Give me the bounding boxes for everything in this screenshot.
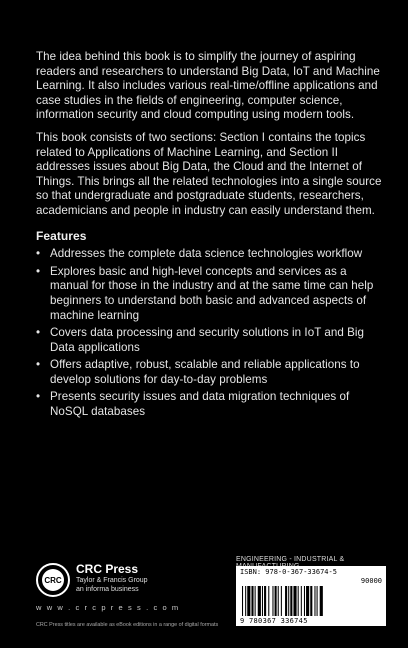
publisher-name: CRC Press xyxy=(76,562,139,576)
feature-item: • Addresses the complete data science technologies workflow xyxy=(36,247,363,261)
bullet-icon: • xyxy=(36,247,41,261)
bullet-icon: • xyxy=(36,264,41,278)
publisher-website: w w w . c r c p r e s s . c o m xyxy=(36,603,180,612)
isbn-number: ISBN: 978-0-367-33674-5 xyxy=(240,568,337,576)
publisher-logo xyxy=(36,562,156,602)
logo-text: CRC xyxy=(44,576,62,585)
feature-item: • Presents security issues and data migration techniques of NoSQL databases xyxy=(36,390,350,419)
feature-item: • Offers adaptive, robust, scalable and reliable applications to develop solutions for day-to-day problems xyxy=(36,358,360,386)
intro-paragraph-1: The idea behind this book is to simplify the journey of aspiring readers and researchers to understand Big Data, IoT and Machine Learning. It also includes various real-time/offline applications and case studies in the fields of engineering, computer science, information security and cloud computing using modern tools. xyxy=(36,50,380,122)
feature-item: • Covers data processing and security solutions in IoT and Big Data applications xyxy=(36,326,365,354)
publisher-tagline: an informa business xyxy=(76,586,139,593)
barcode-icon xyxy=(242,586,380,616)
category-label: ENGINEERING - INDUSTRIAL & xyxy=(236,556,345,563)
bullet-icon: • xyxy=(36,358,41,372)
bullet-icon: • xyxy=(36,326,41,340)
feature-item: • Explores basic and high-level concepts and services as a manual for those in the industry and at the same time can help beginners to understand both basic and advanced aspects of machine learning xyxy=(36,264,374,322)
ean-number: 9 780367 336745 xyxy=(240,617,308,625)
bullet-icon: • xyxy=(36,390,41,404)
crc-press-logo-icon xyxy=(36,563,70,597)
price-code: 90000 xyxy=(360,577,382,585)
intro-paragraph-2: This book consists of two sections: Section I contains the topics related to Applications of Machine Learning, and Section II addresses issues about Big Data, the Cloud and the Internet of Things. This brings all the related technologies into a single source so that undergraduate and postgraduate students, researchers, academicians and people in industry can easily understand them. xyxy=(36,130,382,217)
features-heading: Features xyxy=(36,228,87,243)
ebook-footnote: CRC Press titles are available as eBook editions in a range of digital formats xyxy=(36,622,219,628)
features-list xyxy=(36,247,388,420)
barcode-box xyxy=(236,566,386,626)
back-cover-text xyxy=(36,50,388,423)
publisher-group: Taylor & Francis Group xyxy=(76,577,148,584)
